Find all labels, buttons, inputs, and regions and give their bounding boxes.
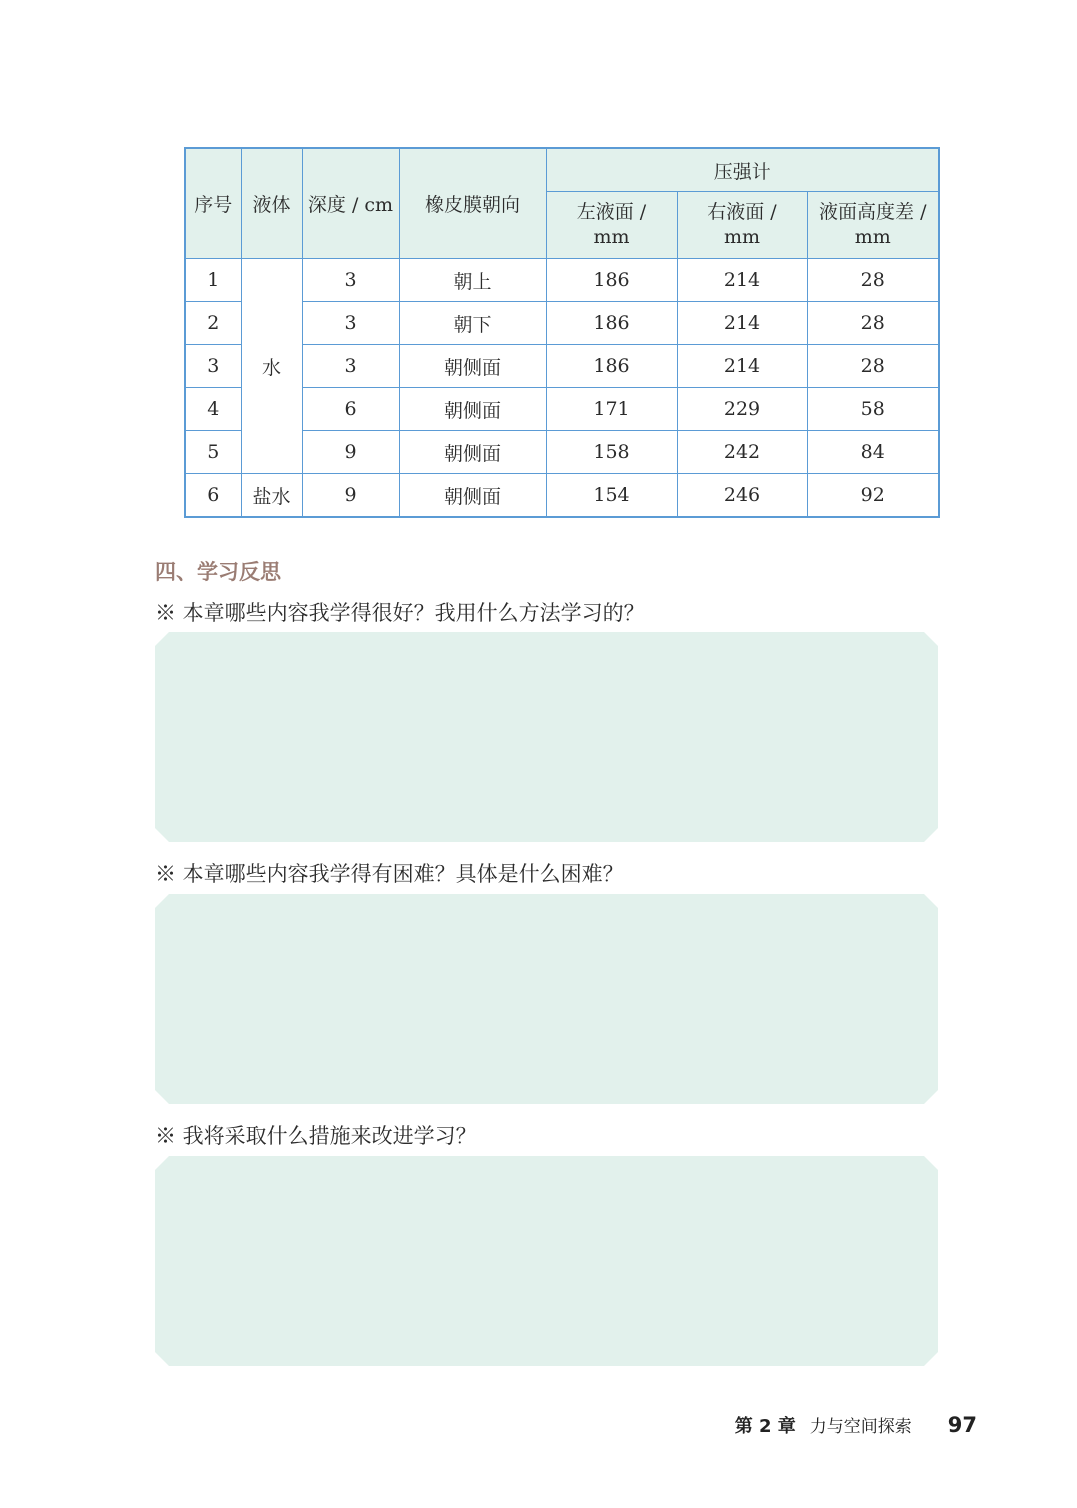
header-left-line1: 左液面 / [576, 201, 647, 223]
table-row [185, 474, 939, 518]
table-row [185, 259, 939, 302]
cell-diff: 92 [807, 474, 939, 518]
cell-orientation: 朝侧面 [399, 474, 546, 518]
cell-left: 186 [546, 302, 677, 345]
header-index: 序号 [185, 148, 241, 259]
header-height-diff [807, 192, 939, 259]
cell-index: 2 [185, 302, 241, 345]
question-2: ※ 本章哪些内容我学得有困难？具体是什么困难？ [155, 862, 624, 886]
cell-liquid-water: 水 [241, 259, 302, 474]
cell-left: 154 [546, 474, 677, 518]
pressure-data-table [184, 147, 938, 518]
cell-orientation: 朝侧面 [399, 345, 546, 388]
cell-orientation: 朝侧面 [399, 431, 546, 474]
cell-left: 171 [546, 388, 677, 431]
question-3: ※ 我将采取什么措施来改进学习？ [155, 1124, 477, 1148]
header-orientation: 橡皮膜朝向 [399, 148, 546, 259]
cell-index: 5 [185, 431, 241, 474]
header-right-level [677, 192, 807, 259]
header-right-line2: mm [723, 226, 761, 248]
header-right-line1: 右液面 / [707, 201, 777, 223]
cell-right: 214 [677, 345, 807, 388]
cell-right: 214 [677, 302, 807, 345]
page-number: 97 [947, 1413, 977, 1437]
header-left-line2: mm [593, 226, 630, 248]
cell-diff: 28 [807, 302, 939, 345]
cell-left: 186 [546, 345, 677, 388]
cell-diff: 28 [807, 259, 939, 302]
chapter-title: 力与空间探索 [809, 1417, 912, 1437]
cell-orientation: 朝下 [399, 302, 546, 345]
header-diff-line2: mm [854, 226, 891, 248]
cell-depth: 6 [302, 388, 399, 431]
header-depth: 深度 / cm [302, 148, 399, 259]
cell-index: 3 [185, 345, 241, 388]
answer-box-1[interactable] [155, 632, 938, 842]
cell-right: 214 [677, 259, 807, 302]
header-gauge: 压强计 [546, 148, 939, 192]
cell-index: 6 [185, 474, 241, 518]
cell-left: 186 [546, 259, 677, 302]
cell-orientation: 朝上 [399, 259, 546, 302]
cell-liquid-saltwater: 盐水 [241, 474, 302, 518]
page-footer [735, 1412, 977, 1438]
data-table [184, 147, 940, 518]
cell-depth: 3 [302, 259, 399, 302]
section-title: 四、学习反思 [155, 560, 281, 584]
question-1: ※ 本章哪些内容我学得很好？我用什么方法学习的？ [155, 601, 645, 625]
cell-depth: 9 [302, 474, 399, 518]
cell-left: 158 [546, 431, 677, 474]
header-diff-line1: 液面高度差 / [819, 201, 927, 223]
cell-right: 246 [677, 474, 807, 518]
cell-index: 4 [185, 388, 241, 431]
answer-box-2[interactable] [155, 894, 938, 1104]
cell-depth: 3 [302, 302, 399, 345]
cell-right: 242 [677, 431, 807, 474]
cell-depth: 3 [302, 345, 399, 388]
cell-diff: 28 [807, 345, 939, 388]
cell-diff: 58 [807, 388, 939, 431]
cell-diff: 84 [807, 431, 939, 474]
answer-box-3[interactable] [155, 1156, 938, 1366]
cell-index: 1 [185, 259, 241, 302]
chapter-label: 第 2 章 [734, 1416, 796, 1437]
header-liquid: 液体 [241, 148, 302, 259]
cell-orientation: 朝侧面 [399, 388, 546, 431]
cell-right: 229 [677, 388, 807, 431]
header-left-level [546, 192, 677, 259]
cell-depth: 9 [302, 431, 399, 474]
